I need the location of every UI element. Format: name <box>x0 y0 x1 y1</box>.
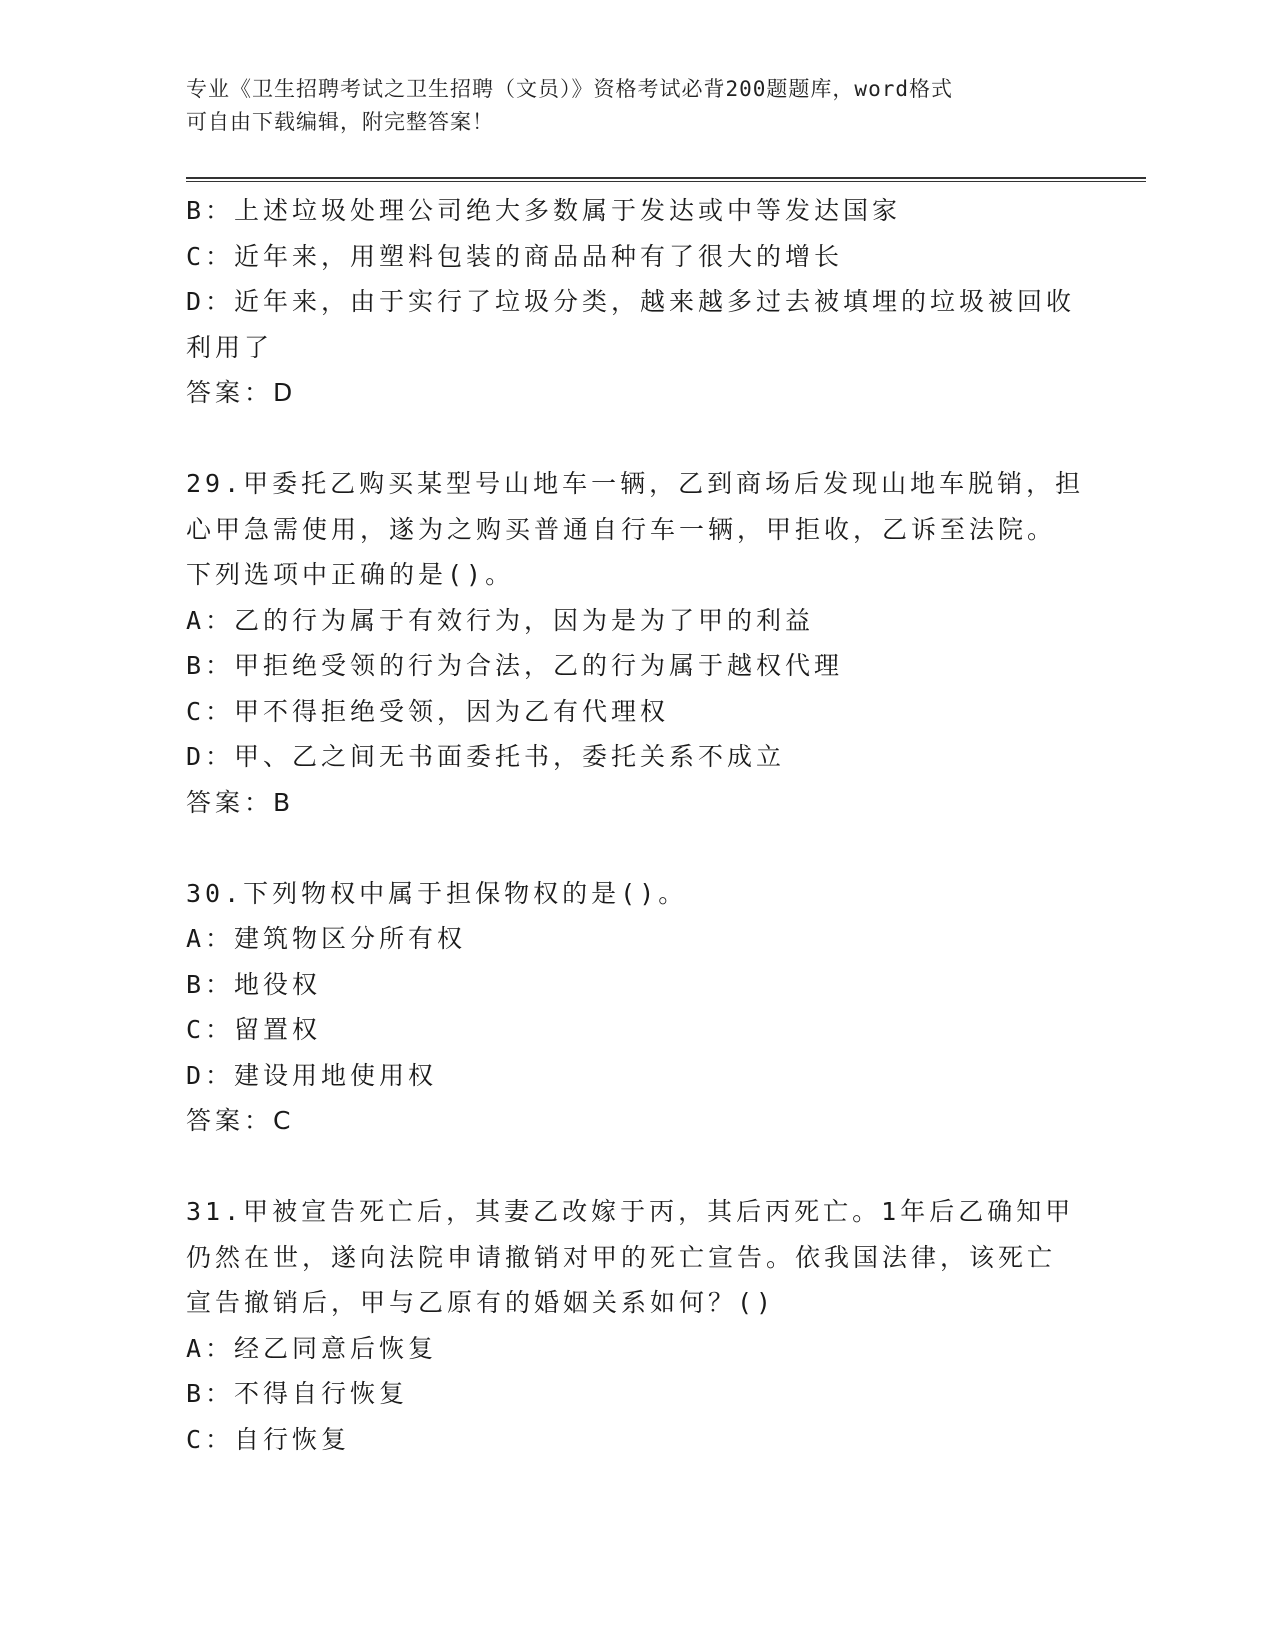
q28-option-c: C：近年来，用塑料包装的商品品种有了很大的增长 <box>186 241 844 271</box>
q30-answer <box>186 1098 1086 1144</box>
question-28-tail <box>186 188 1086 416</box>
q28-option-d-line2: 利用了 <box>186 332 274 362</box>
q31-stem-line2: 仍然在世，遂向法院申请撤销对甲的死亡宣告。依我国法律，该死亡 <box>186 1242 1057 1272</box>
q29-stem-line1: 29.甲委托乙购买某型号山地车一辆，乙到商场后发现山地车脱销，担 <box>186 469 1085 498</box>
document-body <box>186 188 1086 1462</box>
q29-option-c: C：甲不得拒绝受领，因为乙有代理权 <box>186 696 670 726</box>
answer-value: D <box>273 378 295 407</box>
answer-value: B <box>273 787 293 817</box>
q29-stem-line3: 下列选项中正确的是()。 <box>186 560 515 589</box>
header-title-line2: 可自由下载编辑，附完整答案！ <box>186 110 494 134</box>
q30-option-b: B：地役权 <box>186 969 322 999</box>
question-31 <box>186 1189 1086 1462</box>
q28-option-b: B：上述垃圾处理公司绝大多数属于发达或中等发达国家 <box>186 196 902 225</box>
q30-option-a: A：建筑物区分所有权 <box>186 924 467 953</box>
q31-stem-line3: 宣告撤销后，甲与乙原有的婚姻关系如何？() <box>186 1288 776 1317</box>
document-header <box>186 73 1086 139</box>
question-29 <box>186 461 1086 825</box>
q30-stem-line1: 30.下列物权中属于担保物权的是()。 <box>186 878 688 908</box>
q28-answer <box>186 370 1086 416</box>
q31-option-c: C：自行恢复 <box>186 1424 351 1454</box>
spacer <box>186 1144 1086 1190</box>
question-30 <box>186 871 1086 1144</box>
q30-option-c: C：留置权 <box>186 1015 322 1044</box>
answer-value: C <box>273 1106 293 1135</box>
q28-option-d-line1: D：近年来，由于实行了垃圾分类，越来越多过去被填埋的垃圾被回收 <box>186 287 1076 316</box>
answer-label: 答案： <box>186 378 274 407</box>
spacer <box>186 416 1086 462</box>
answer-label: 答案： <box>186 1106 274 1135</box>
spacer <box>186 825 1086 871</box>
q29-option-a: A：乙的行为属于有效行为，因为是为了甲的利益 <box>186 605 815 635</box>
answer-label: 答案： <box>186 787 274 817</box>
header-title-line1: 专业《卫生招聘考试之卫生招聘（文员）》资格考试必背200题题库，word格式 <box>186 77 953 101</box>
q29-option-b: B：甲拒绝受领的行为合法，乙的行为属于越权代理 <box>186 651 844 680</box>
q31-option-a: A：经乙同意后恢复 <box>186 1333 438 1363</box>
q31-stem-line1: 31.甲被宣告死亡后，其妻乙改嫁于丙，其后丙死亡。1年后乙确知甲 <box>186 1197 1075 1226</box>
q29-stem-line2: 心甲急需使用，遂为之购买普通自行车一辆，甲拒收，乙诉至法院。 <box>186 514 1057 544</box>
q29-answer <box>186 780 1086 826</box>
q31-option-b: B：不得自行恢复 <box>186 1379 409 1408</box>
q30-option-d: D：建设用地使用权 <box>186 1060 438 1090</box>
q29-option-d: D：甲、乙之间无书面委托书，委托关系不成立 <box>186 742 786 771</box>
header-divider <box>186 177 1146 182</box>
